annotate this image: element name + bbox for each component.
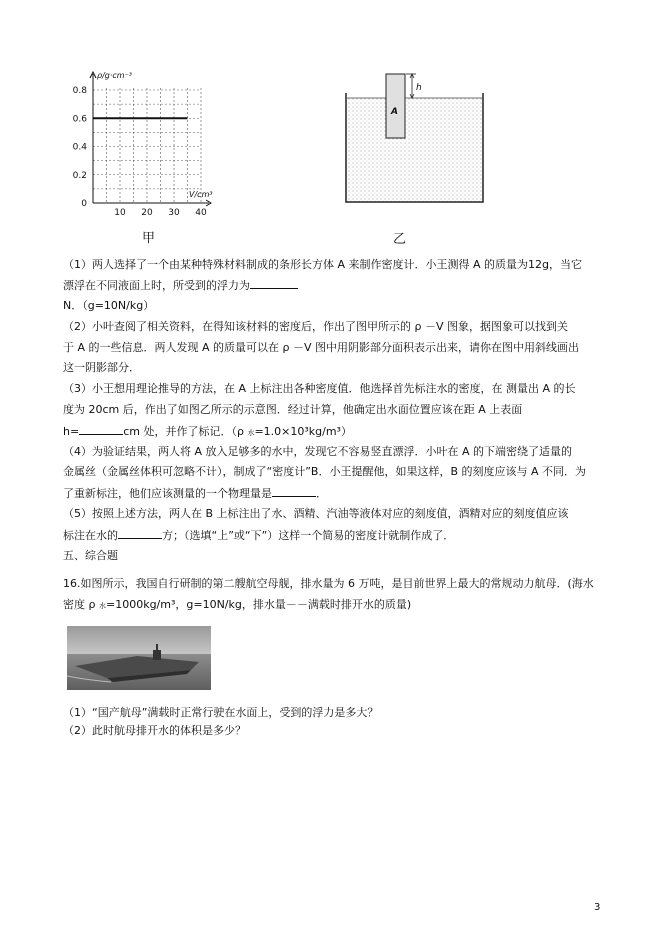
block-a <box>386 74 405 138</box>
q4-line2: 金属丝（金属丝体积可忽略不计），制成了“密度计”B．小王提醒他，如果这样，B 的刻度应该与 A 不同．为 <box>63 465 587 478</box>
x-tick-label: 20 <box>141 208 153 218</box>
q3-line3 <box>63 424 352 440</box>
height-label: h <box>416 83 422 93</box>
y-axis-label: ρ/g·cm⁻³ <box>97 71 133 80</box>
figure-jia-caption: 甲 <box>142 231 156 246</box>
carrier-mast <box>156 644 158 651</box>
q5-line1: （5）按照上述方法，两人在 B 上标注出了水、酒精、汽油等液体对应的刻度值，酒精对应的刻度值应该 <box>63 507 569 520</box>
x-tick-label: 30 <box>168 208 180 218</box>
q3-line2: 度为 20cm 后，作出了如图乙所示的示意图．经过计算，他确定出水面位置应该在距 A 上表面 <box>63 403 523 416</box>
figure-yi-caption: 乙 <box>393 232 407 247</box>
q5-answer-blank[interactable] <box>118 528 162 539</box>
block-a-label: A <box>391 107 398 117</box>
x-tick-label: 10 <box>114 208 126 218</box>
q4-line3-text: 了重新标注，他们应该测量的一个物理量是 <box>63 487 272 500</box>
q16-line1: 16.如图所示，我国自行研制的第二艘航空母舰，排水量为 6 万吨，是目前世界上最大的常规动力航母．(海水 <box>63 577 594 590</box>
q3-subscript: 水 <box>247 429 255 437</box>
q16-line2-suffix: =1000kg/m³，g=10N/kg，排水量－－满载时排开水的质量) <box>105 598 412 611</box>
water-region <box>347 98 482 201</box>
y-tick-label: 0.8 <box>72 86 87 96</box>
q1-line2 <box>63 278 298 293</box>
y-tick-label: 0 <box>81 199 87 209</box>
q1-line3: N．（g=10N/kg） <box>63 299 155 312</box>
photo-sky <box>67 626 211 656</box>
carrier-island <box>153 650 161 660</box>
q4-answer-blank[interactable] <box>272 486 316 497</box>
aircraft-carrier-photo <box>67 626 211 690</box>
x-tick-label: 40 <box>195 208 207 218</box>
y-tick-label: 0.4 <box>72 142 87 153</box>
q16-sub1: （1）“国产航母”满载时正常行驶在水面上，受到的浮力是多大？ <box>63 706 379 719</box>
q1-line2-text: 漂浮在不同液面上时，所受到的浮力为 <box>63 279 250 292</box>
x-axis-label: V/cm³ <box>189 190 213 199</box>
q2-line1: （2）小叶查阅了相关资料，在得知该材料的密度后，作出了图甲所示的 ρ －V 图象，据图象可以找到关 <box>63 320 568 333</box>
q16-sub2: （2）此时航母排开水的体积是多少？ <box>63 724 246 737</box>
figure-jia-chart <box>55 66 215 226</box>
q1-answer-blank[interactable] <box>250 278 298 289</box>
q16-subscript: 水 <box>98 602 106 610</box>
q5-line2 <box>63 528 454 543</box>
q2-line3: 这一阴影部分． <box>63 361 140 374</box>
q16-line2 <box>63 598 411 613</box>
q2-line2: 于 A 的一些信息．两人发现 A 的质量可以在 ρ －V 图中用阴影部分面积表示出来，请你在图中用斜线画出 <box>63 341 580 354</box>
q4-line3-end: ． <box>316 487 327 500</box>
q1-line1: （1）两人选择了一个由某种特殊材料制成的条形长方体 A 来制作密度计．小王测得 A 的质量为12g，当它 <box>63 258 583 271</box>
page-number: 3 <box>594 902 601 913</box>
chart-labels <box>73 71 213 218</box>
y-tick-label: 0.6 <box>72 114 87 125</box>
q16-line2-prefix: 密度 ρ <box>63 598 99 611</box>
figure-yi-diagram <box>340 66 490 216</box>
q3-line1: （3）小王想用理论推导的方法，在 A 上标注出各种密度值．他选择首先标注水的密度，在 测量出 A 的长 <box>63 382 576 395</box>
q5-line2-suffix: 方；（选填“上”或“下”）这样一个简易的密度计就制作成了． <box>162 529 455 542</box>
q4-line3 <box>63 486 327 501</box>
section-heading: 五、综合题 <box>63 549 118 562</box>
y-tick-label: 0.2 <box>72 170 87 181</box>
q3-line3-mid: cm 处，并作了标记．（ρ <box>123 425 248 438</box>
q3-line3-prefix: h= <box>63 425 80 438</box>
q5-line2-prefix: 标注在水的 <box>63 529 118 542</box>
q4-line1: （4）为验证结果，两人将 A 放入足够多的水中，发现它不容易竖直漂浮．小叶在 A 的下端密绕了适量的 <box>63 445 573 458</box>
chart-axes <box>90 72 211 206</box>
q3-answer-blank[interactable] <box>79 424 123 435</box>
q3-line3-suffix: =1.0×10³kg/m³） <box>254 425 352 438</box>
chart-grid <box>93 88 201 203</box>
